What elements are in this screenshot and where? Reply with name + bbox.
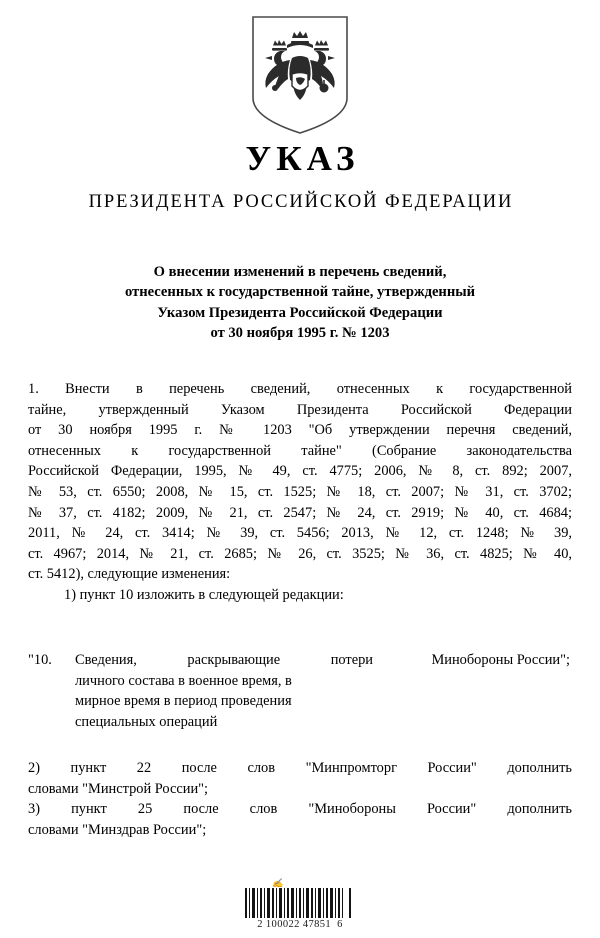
body-line: ст. 4967; 2014, № 21, ст. 2685; № 26, ст. 3525; № 36, ст. 4825; № 40, [28,545,572,562]
body-line: от 30 ноября 1995 г. № 1203 "Об утверждении перечня сведений, [28,422,572,439]
russian-federation-coat-of-arms-icon [248,14,352,136]
amendment-item-1-text: 1) пункт 10 изложить в следующей редакции: [64,586,344,603]
quoted-amendment-line: специальных операций [75,713,218,730]
amendment-item-2 [28,758,572,799]
body-line: 2011, № 24, ст. 3414; № 39, ст. 5456; 2013, № 12, ст. 1248; № 39, [28,525,572,542]
decree-title [0,262,600,343]
quoted-amendment-text [75,650,373,732]
decree-body [28,379,572,606]
body-line: ст. 5412), следующие изменения: [28,566,231,583]
quoted-amendment-line: личного состава в военное время, в [75,672,292,689]
trailing-amendment-items [28,758,572,840]
body-line: тайне, утвержденный Указом Президента Российской Федерации [28,401,572,418]
quoted-amendment-line: мирное время в период проведения [75,693,292,710]
quoted-amendment-authority: Минобороны России"; [431,652,570,668]
emblem-container [0,14,600,136]
document-subheading: ПРЕЗИДЕНТА РОССИЙСКОЙ ФЕДЕРАЦИИ [88,192,514,212]
barcode-digits: 2 100022 47851 6 [257,919,343,930]
decree-title-line: отнесенных к государственной тайне, утвержденный [124,284,476,301]
barcode-mark-icon: ✍ [272,878,284,888]
quoted-amendment-line: Сведения, раскрывающие потери [75,652,373,668]
barcode-icon [243,888,357,918]
quoted-amendment-row [28,650,572,732]
body-line: отнесенных к государственной тайне" (Собрание законодательства [28,442,572,459]
body-paragraph-1 [28,379,572,585]
decree-title-line: Указом Президента Российской Федерации [157,304,443,321]
amendment-item-3-line: словами "Минздрав России"; [28,821,207,838]
amendment-item-3-line: 3) пункт 25 после слов "Минобороны России" дополнить [28,801,572,818]
document-heading: УКАЗ [245,139,360,178]
decree-title-line: от 30 ноября 1995 г. № 1203 [210,324,390,341]
quoted-amendment-number: "10. [28,652,52,668]
amendment-item-2-line: 2) пункт 22 после слов "Минпромторг России" дополнить [28,760,572,776]
decree-title-line: О внесении изменений в перечень сведений, [153,264,447,280]
body-line: № 37, ст. 4182; 2009, № 21, ст. 2547; № 24, ст. 2919; № 40, ст. 4684; [28,504,572,521]
amendment-item-3 [28,799,572,840]
barcode-container [0,879,600,930]
amendment-item-2-line: словами "Минстрой России"; [28,780,209,797]
amendment-item-1 [28,585,572,606]
body-line: Российской Федерации, 1995, № 49, ст. 4775; 2006, № 8, ст. 892; 2007, [28,463,572,480]
body-line: № 53, ст. 6550; 2008, № 15, ст. 1525; № 18, ст. 2007; № 31, ст. 3702; [28,483,572,500]
quoted-amendment-block [28,650,572,732]
body-line: 1. Внести в перечень сведений, отнесенных к государственной [28,381,572,397]
